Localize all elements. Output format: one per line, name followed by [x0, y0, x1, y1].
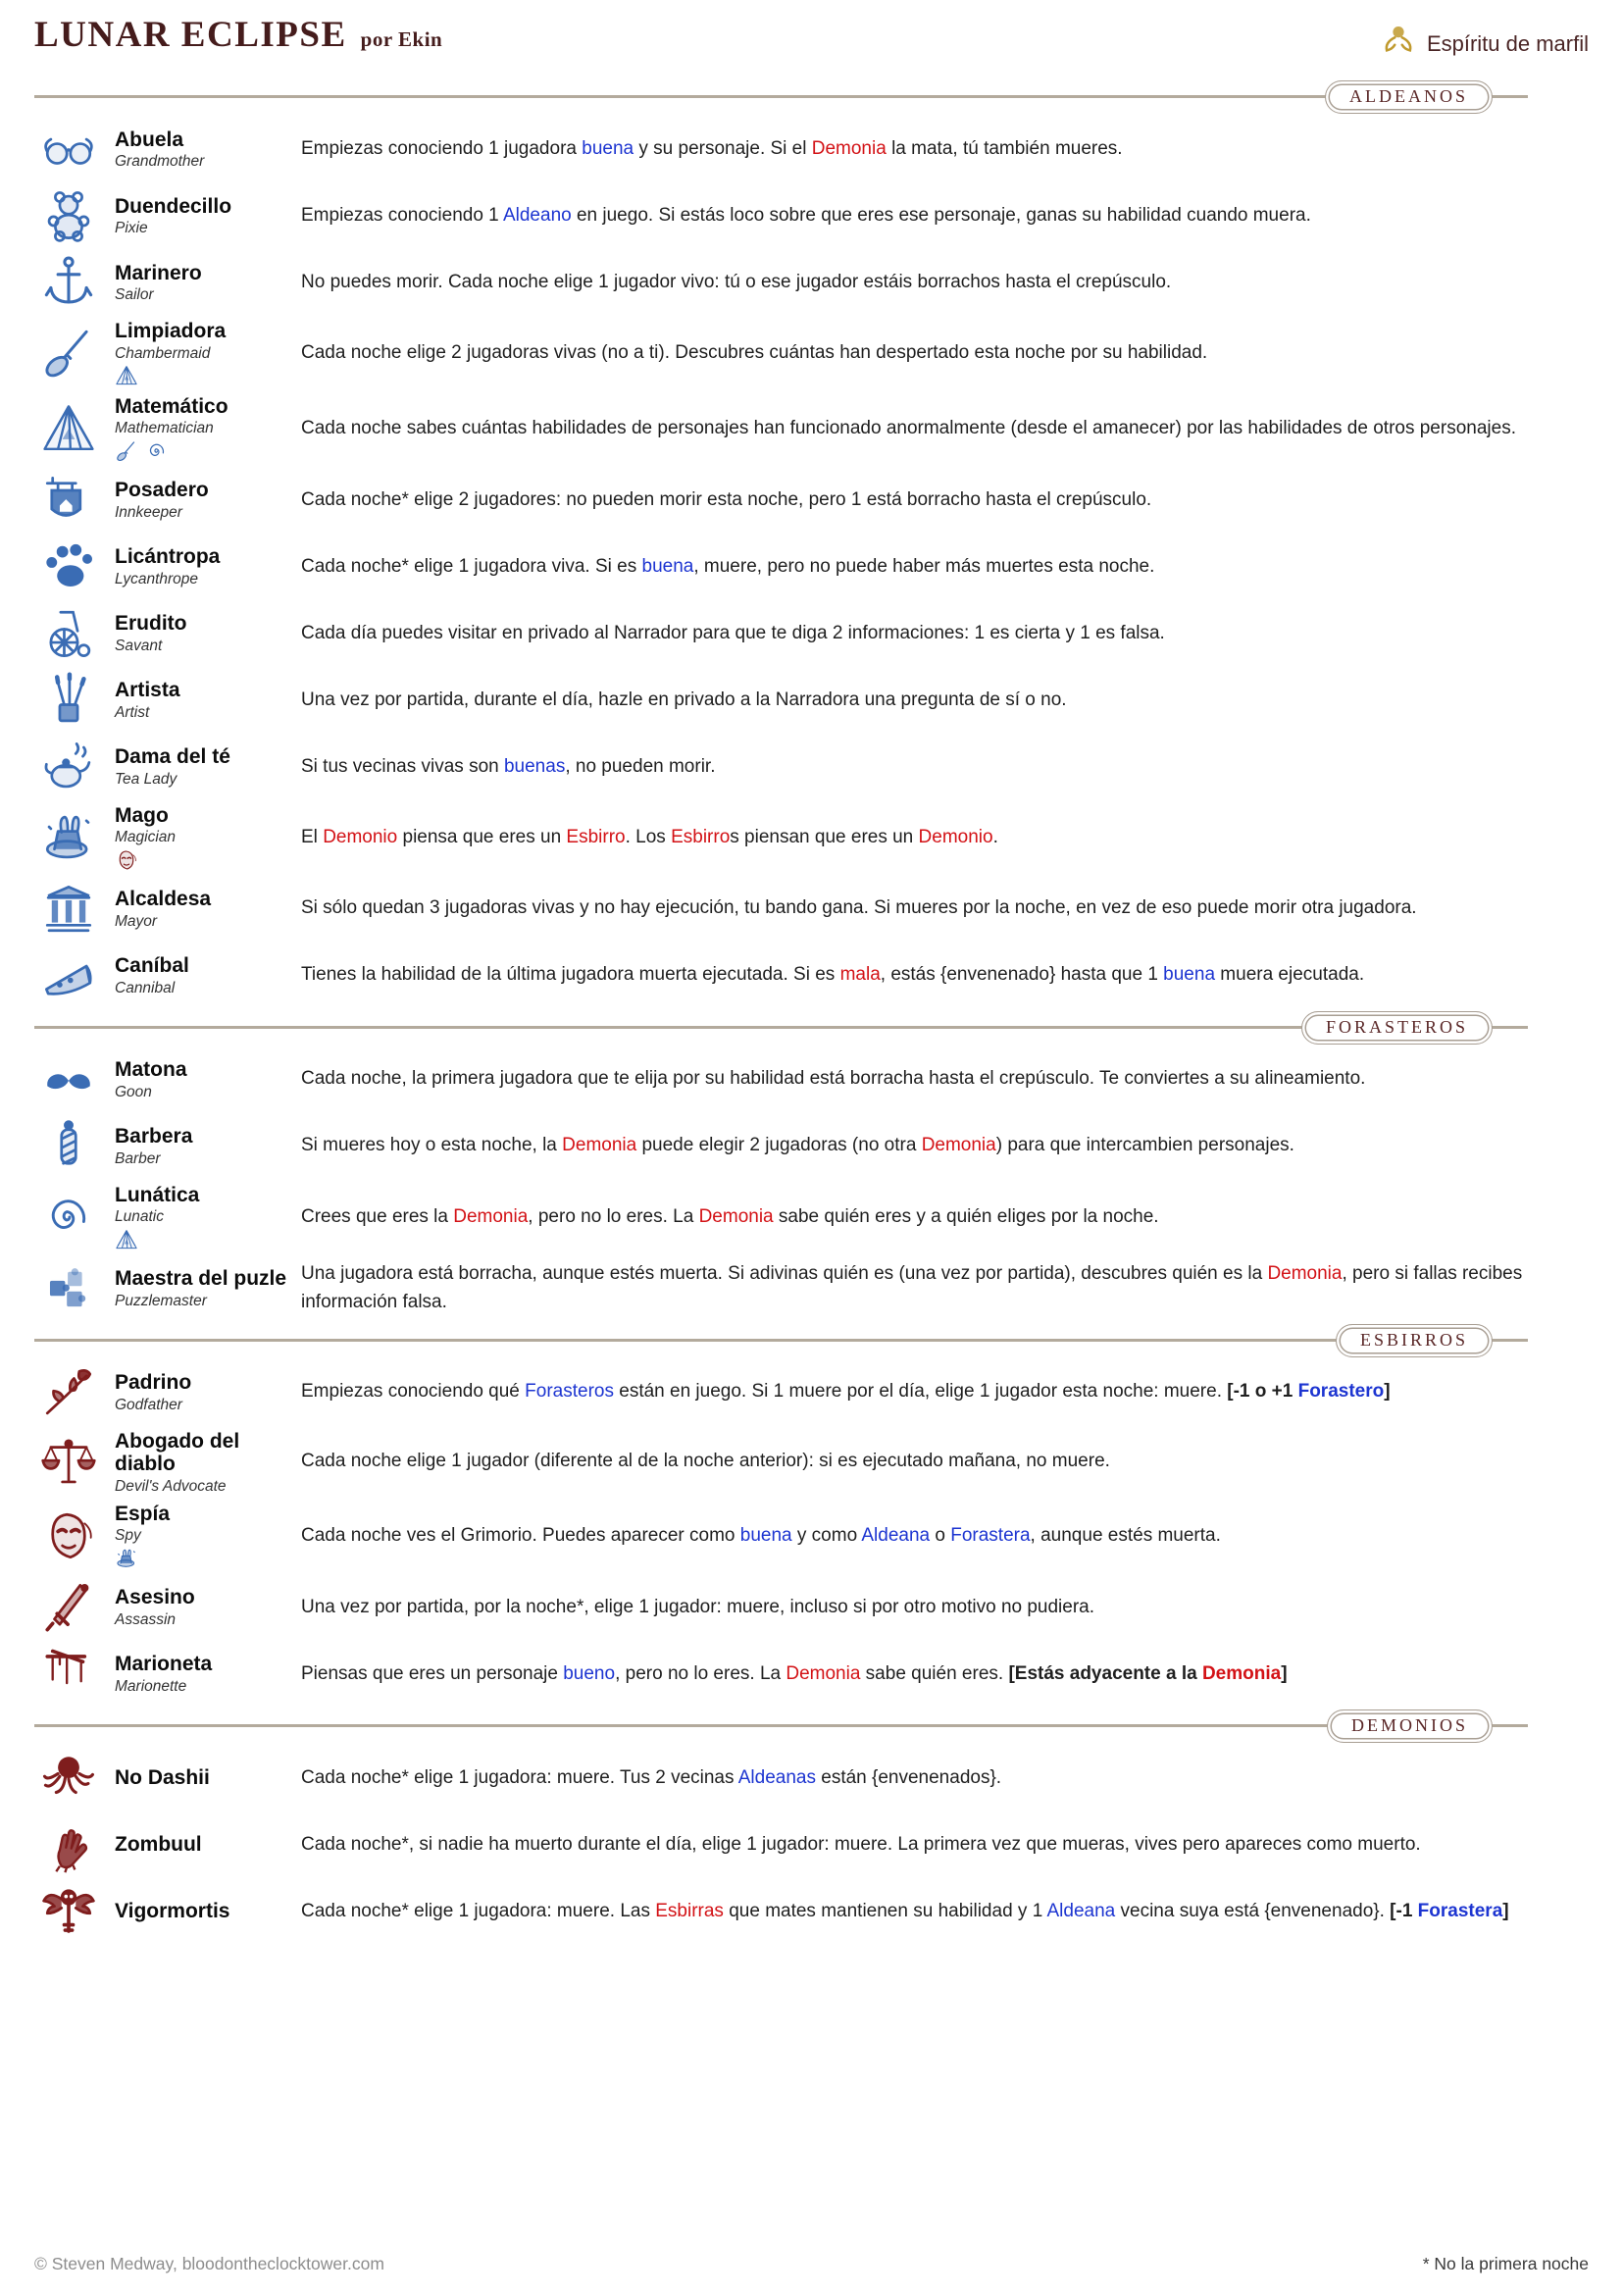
- character-row: [34, 116, 1589, 182]
- ability-segment: Demonia: [786, 1662, 861, 1684]
- character-name-block: [115, 395, 289, 463]
- ability-text: [301, 1831, 1589, 1860]
- ability-segment: Demonia: [1267, 1263, 1343, 1284]
- character-english-name: Lunatic: [115, 1208, 164, 1226]
- ability-segment: Una vez por partida, durante el día, hazle en privado a la Narradora una pregunta de sí o no.: [301, 689, 1067, 710]
- ability-segment: Esbirro: [566, 826, 626, 847]
- ability-segment: buena: [1163, 964, 1216, 986]
- ability-segment: Cada noche* elige 1 jugadora viva. Si es: [301, 555, 642, 577]
- character-english-name: Goon: [115, 1083, 152, 1100]
- ability-text: [301, 961, 1589, 990]
- ability-segment: Aldeanas: [737, 1766, 816, 1788]
- character-row: [34, 534, 1589, 600]
- duster-icon: [34, 325, 103, 382]
- character-english-name: Barber: [115, 1149, 161, 1167]
- jinx-icons: [115, 364, 289, 387]
- ability-segment: Si mueres hoy o esta noche, la: [301, 1135, 563, 1156]
- ability-segment: mala: [839, 964, 881, 986]
- character-english-name: Devil's Advocate: [115, 1477, 227, 1495]
- character-english-name: Innkeeper: [115, 503, 182, 521]
- character-english-name: Godfather: [115, 1396, 182, 1413]
- character-name-block: [115, 1586, 289, 1628]
- ability-text: [301, 415, 1589, 443]
- ability-segment: , no pueden morir.: [565, 755, 716, 777]
- character-row: [34, 600, 1589, 667]
- section-divider: [34, 1322, 1589, 1359]
- section-badge: ALDEANOS: [1325, 80, 1493, 114]
- ability-segment: Demonio: [323, 826, 398, 847]
- character-english-name: Assassin: [115, 1610, 177, 1628]
- ability-segment: Aldeana: [1046, 1900, 1116, 1921]
- ability-segment: en juego. Si estás loco sobre que eres ese personaje, ganas su habilidad cuando muera.: [571, 204, 1311, 226]
- ability-segment: [-1: [1390, 1900, 1418, 1921]
- character-english-name: Mathematician: [115, 420, 214, 437]
- triangle-icon: [115, 364, 138, 387]
- ability-segment: Forastera: [950, 1525, 1031, 1547]
- ability-segment: , estás {envenenado} hasta que 1: [880, 964, 1164, 986]
- character-row: [34, 249, 1589, 316]
- ability-segment: Cada día puedes visitar en privado al Narrador para que te diga 2 informaciones: 1 es cierta y 1 es falsa.: [301, 622, 1165, 643]
- ability-segment: No puedes morir. Cada noche elige 1 jugador vivo: tú o ese jugador estáis borrachos hasta el crepúsculo.: [301, 271, 1172, 292]
- character-name: Lunática: [115, 1183, 200, 1206]
- ability-segment: sabe quién eres y a quién eliges por la noche.: [773, 1205, 1159, 1227]
- section-rule: [34, 1724, 1528, 1727]
- ability-text: [301, 1448, 1589, 1476]
- jinx-icons: [115, 1228, 289, 1251]
- ability-segment: , aunque estés muerta.: [1030, 1525, 1221, 1547]
- character-name-block: [115, 612, 289, 654]
- ability-segment: Cada noche ves el Grimorio. Puedes aparecer como: [301, 1525, 740, 1547]
- ability-segment: buenas: [503, 755, 566, 777]
- character-row: [34, 1426, 1589, 1499]
- character-name: Dama del té: [115, 745, 230, 769]
- character-name: Erudito: [115, 612, 187, 636]
- ability-segment: Demonio: [918, 826, 993, 847]
- character-english-name: Spy: [115, 1527, 141, 1545]
- ability-text: [301, 553, 1589, 582]
- character-english-name: Savant: [115, 637, 163, 654]
- ability-segment: Forastera: [1417, 1900, 1503, 1921]
- ability-segment: Cada noche*, si nadie ha muerto durante el día, elige 1 jugador: muere. La primera vez que mueras, vives pero apareces como muerto.: [301, 1833, 1421, 1855]
- character-name-block: [115, 1766, 289, 1790]
- character-row: [34, 1113, 1589, 1180]
- character-name: Duendecillo: [115, 194, 232, 218]
- ability-text: [301, 202, 1589, 230]
- first-night-note: * No la primera noche: [1422, 2254, 1589, 2273]
- jinx-icons: [115, 1547, 289, 1570]
- edition-name: Espíritu de marfil: [1426, 30, 1589, 56]
- winged-skull-icon: [34, 1883, 103, 1940]
- character-name: Espía: [115, 1502, 171, 1525]
- character-name: Abuela: [115, 128, 184, 151]
- ability-text: [301, 1594, 1589, 1622]
- copyright-text: © Steven Medway, bloodontheclocktower.com: [34, 2254, 384, 2273]
- character-name-block: [115, 320, 289, 387]
- ability-segment: Cada noche elige 2 jugadoras vivas (no a ti). Descubres cuántas han despertado esta noche por su habilidad.: [301, 342, 1208, 364]
- character-name-block: [115, 1503, 289, 1570]
- spiral-icon: [34, 1189, 103, 1246]
- character-name: Licántropa: [115, 545, 221, 569]
- ability-segment: Esbirras: [655, 1900, 724, 1921]
- character-name: Marinero: [115, 261, 202, 284]
- ability-text: [301, 1203, 1589, 1232]
- ability-segment: Forastero: [1297, 1381, 1385, 1403]
- ability-text: [301, 1378, 1589, 1406]
- ability-segment: Esbirro: [671, 826, 731, 847]
- ability-text: [301, 1065, 1589, 1094]
- magic-hat-icon: [115, 1547, 138, 1570]
- author-byline: por Ekin: [360, 27, 443, 51]
- barber-pole-icon: [34, 1118, 103, 1175]
- character-name-block: [115, 954, 289, 996]
- character-row: [34, 943, 1589, 1009]
- character-english-name: Sailor: [115, 286, 154, 304]
- ability-segment: y su personaje. Si el: [634, 137, 812, 159]
- ability-segment: Una jugadora está borracha, aunque estés muerta. Si adivinas quién es (una vez por partida), descubres quién es la: [301, 1263, 1268, 1284]
- brushes-icon: [34, 672, 103, 729]
- character-name-block: [115, 1125, 289, 1167]
- character-row: [34, 391, 1589, 467]
- section-badge: FORASTEROS: [1301, 1011, 1493, 1045]
- pie-icon: [34, 947, 103, 1004]
- ability-segment: sabe quién eres.: [860, 1662, 1009, 1684]
- zombie-hand-icon: [34, 1816, 103, 1873]
- ability-segment: Demonia: [562, 1135, 637, 1156]
- character-name-block: [115, 1900, 289, 1923]
- ability-text: [301, 687, 1589, 715]
- character-name: Caníbal: [115, 954, 189, 978]
- section-badge: ESBIRROS: [1336, 1324, 1493, 1357]
- ability-segment: Demonia: [698, 1205, 774, 1227]
- ability-segment: ]: [1281, 1662, 1288, 1684]
- character-name: Artista: [115, 679, 180, 702]
- ability-segment: Empiezas conociendo qué: [301, 1381, 526, 1403]
- character-name: Matona: [115, 1058, 187, 1082]
- character-name: Barbera: [115, 1125, 193, 1148]
- ability-text: [301, 486, 1589, 515]
- character-row: [34, 467, 1589, 534]
- ability-segment: . Los: [625, 826, 672, 847]
- character-name-block: [115, 1430, 289, 1495]
- character-name: Posadero: [115, 479, 209, 502]
- spiral-icon: [145, 439, 169, 463]
- ability-segment: la mata, tú también mueres.: [886, 137, 1123, 159]
- character-list: [34, 78, 1589, 1945]
- character-row: [34, 1878, 1589, 1945]
- puzzle-icon: [34, 1260, 103, 1317]
- ability-segment: vecina suya está {envenenado}.: [1115, 1900, 1391, 1921]
- teapot-icon: [34, 739, 103, 795]
- ability-segment: Cada noche* elige 1 jugadora: muere. Tus 2 vecinas: [301, 1766, 738, 1788]
- ability-segment: puede elegir 2 jugadoras (no otra: [636, 1135, 922, 1156]
- ability-segment: y como: [791, 1525, 862, 1547]
- character-name: Asesino: [115, 1586, 195, 1609]
- ability-segment: ]: [1384, 1381, 1391, 1403]
- ability-segment: Una vez por partida, por la noche*, elige 1 jugador: muere, incluso si por otro motivo no pudiera.: [301, 1596, 1095, 1617]
- character-name-block: [115, 479, 289, 521]
- character-name-block: [115, 195, 289, 237]
- ability-segment: El: [301, 826, 324, 847]
- anchor-icon: [34, 254, 103, 311]
- ability-segment: bueno: [563, 1662, 616, 1684]
- character-row: [34, 876, 1589, 943]
- character-name: Vigormortis: [115, 1900, 230, 1922]
- ability-text: [301, 824, 1589, 852]
- ability-segment: ]: [1502, 1900, 1509, 1921]
- page-title: LUNAR ECLIPSE: [34, 15, 347, 55]
- ability-text: [301, 753, 1589, 782]
- wheelchair-icon: [34, 605, 103, 662]
- ability-segment: Demonia: [453, 1205, 529, 1227]
- ability-segment: buena: [582, 137, 634, 159]
- ability-segment: , pero no lo eres. La: [528, 1205, 699, 1227]
- character-english-name: Mayor: [115, 912, 158, 930]
- title-block: [34, 14, 442, 56]
- character-english-name: Chambermaid: [115, 344, 211, 362]
- ability-segment: buena: [739, 1525, 792, 1547]
- triangle-icon: [34, 400, 103, 457]
- ability-segment: Crees que eres la: [301, 1205, 454, 1227]
- mask-icon: [115, 848, 138, 872]
- ability-segment: [-1 o +1: [1227, 1381, 1298, 1403]
- character-row: [34, 1046, 1589, 1113]
- ability-segment: Piensas que eres un personaje: [301, 1662, 564, 1684]
- marionette-icon: [34, 1646, 103, 1703]
- character-name-block: [115, 888, 289, 930]
- ability-segment: , pero si fallas recibes información falsa.: [301, 1263, 1523, 1312]
- columns-icon: [34, 881, 103, 938]
- character-name: Limpiadora: [115, 320, 227, 342]
- character-name-block: [115, 804, 289, 872]
- ability-segment: Forasteros: [525, 1381, 614, 1403]
- ability-segment: Si tus vecinas vivas son: [301, 755, 504, 777]
- ability-segment: están {envenenados}.: [815, 1766, 1002, 1788]
- ability-segment: , muere, pero no puede haber más muertes esta noche.: [693, 555, 1155, 577]
- ability-text: [301, 620, 1589, 648]
- magic-hat-icon: [34, 809, 103, 866]
- section-rule: [34, 1339, 1528, 1342]
- edition-block: [1379, 22, 1589, 66]
- character-name-block: [115, 1184, 289, 1251]
- ability-segment: , pero no lo eres. La: [615, 1662, 786, 1684]
- ability-text: [301, 1260, 1589, 1316]
- character-english-name: Artist: [115, 703, 150, 721]
- character-name-block: [115, 1267, 289, 1309]
- character-row: [34, 1745, 1589, 1811]
- character-row: [34, 1255, 1589, 1322]
- character-english-name: Lycanthrope: [115, 570, 199, 587]
- ability-segment: [Estás adyacente a la: [1008, 1662, 1202, 1684]
- octopus-icon: [34, 1750, 103, 1807]
- ability-segment: están en juego. Si 1 muere por el día, elige 1 jugador esta noche: muere.: [613, 1381, 1228, 1403]
- rose-icon: [34, 1364, 103, 1421]
- character-name-block: [115, 128, 289, 171]
- ability-segment: Cada noche* elige 1 jugadora: muere. Las: [301, 1900, 656, 1921]
- character-name: Zombuul: [115, 1833, 202, 1856]
- ability-segment: s piensan que eres un: [730, 826, 919, 847]
- jinx-icons: [115, 439, 289, 463]
- character-name: No Dashii: [115, 1766, 210, 1789]
- character-row: [34, 1180, 1589, 1255]
- character-english-name: Pixie: [115, 220, 148, 237]
- character-english-name: Magician: [115, 829, 177, 846]
- section-badge: DEMONIOS: [1327, 1709, 1493, 1743]
- ability-text: [301, 339, 1589, 368]
- ability-text: [301, 135, 1589, 164]
- teddy-bear-icon: [34, 187, 103, 244]
- innkeeper-sign-icon: [34, 472, 103, 529]
- character-row: [34, 667, 1589, 734]
- ability-segment: Si sólo quedan 3 jugadoras vivas y no hay ejecución, tu bando gana. Si mueres por la noche, en vez de eso puede morir otra jugadora.: [301, 897, 1417, 919]
- character-name-block: [115, 745, 289, 788]
- section-divider: [34, 1708, 1589, 1745]
- character-row: [34, 734, 1589, 800]
- ability-text: [301, 1660, 1589, 1689]
- character-name-block: [115, 679, 289, 721]
- ability-segment: que mates mantienen su habilidad y 1: [723, 1900, 1047, 1921]
- section-divider: [34, 78, 1589, 116]
- character-name: Maestra del puzle: [115, 1267, 287, 1291]
- character-name-block: [115, 1058, 289, 1100]
- ability-text: [301, 1522, 1589, 1551]
- triangle-icon: [115, 1228, 138, 1251]
- ability-segment: Empiezas conociendo 1: [301, 204, 503, 226]
- character-name: Alcaldesa: [115, 888, 212, 911]
- character-row: [34, 316, 1589, 391]
- ability-text: [301, 1132, 1589, 1160]
- character-row: [34, 800, 1589, 876]
- character-english-name: Cannibal: [115, 979, 176, 996]
- ability-segment: Cada noche* elige 2 jugadores: no pueden morir esta noche, pero 1 está borracho hasta el crepúsculo.: [301, 488, 1152, 510]
- ability-text: [301, 269, 1589, 297]
- header: [34, 14, 1589, 78]
- paw-icon: [34, 538, 103, 595]
- ability-segment: Cada noche, la primera jugadora que te elija por su habilidad está borracha hasta el crepúsculo. Te conviertes a su alineamiento.: [301, 1068, 1366, 1090]
- character-name-block: [115, 262, 289, 304]
- character-name-block: [115, 545, 289, 587]
- ability-segment: Aldeana: [861, 1525, 931, 1547]
- scales-icon: [34, 1434, 103, 1491]
- character-row: [34, 1641, 1589, 1708]
- character-english-name: Grandmother: [115, 153, 205, 171]
- ability-segment: .: [992, 826, 998, 847]
- dagger-icon: [34, 1579, 103, 1636]
- ability-segment: Cada noche sabes cuántas habilidades de personajes han funcionado anormalmente (desde el amanecer) por las habilidades de otros personajes.: [301, 418, 1516, 439]
- character-row: [34, 182, 1589, 249]
- character-row: [34, 1811, 1589, 1878]
- character-row: [34, 1499, 1589, 1574]
- character-english-name: Tea Lady: [115, 770, 178, 788]
- ability-text: [301, 1764, 1589, 1793]
- character-row: [34, 1574, 1589, 1641]
- ability-segment: piensa que eres un: [397, 826, 567, 847]
- ability-segment: Demonia: [811, 137, 887, 159]
- character-name-block: [115, 1833, 289, 1857]
- character-name: Padrino: [115, 1371, 192, 1395]
- footer: [34, 2248, 1589, 2284]
- ivory-spirit-icon: [1379, 22, 1418, 66]
- ability-segment: ) para que intercambien personajes.: [995, 1135, 1294, 1156]
- ability-segment: muera ejecutada.: [1215, 964, 1365, 986]
- ability-text: [301, 1898, 1589, 1926]
- ability-segment: Aldeano: [502, 204, 572, 226]
- character-name: Abogado del diablo: [115, 1429, 240, 1476]
- ability-text: [301, 894, 1589, 923]
- mask-icon: [34, 1507, 103, 1564]
- ability-segment: Cada noche elige 1 jugador (diferente al de la noche anterior): si es ejecutado mañana, no muere.: [301, 1451, 1110, 1472]
- ability-segment: Tienes la habilidad de la última jugadora muerta ejecutada. Si es: [301, 964, 840, 986]
- duster-icon: [115, 439, 138, 463]
- ability-segment: buena: [641, 555, 694, 577]
- character-name-block: [115, 1371, 289, 1413]
- jinx-icons: [115, 848, 289, 872]
- ability-segment: Demonia: [921, 1135, 996, 1156]
- character-name: Marioneta: [115, 1653, 213, 1676]
- character-english-name: Puzzlemaster: [115, 1292, 207, 1309]
- character-name: Matemático: [115, 394, 228, 418]
- glasses-icon: [34, 121, 103, 178]
- section-divider: [34, 1009, 1589, 1046]
- character-name: Mago: [115, 803, 169, 827]
- character-row: [34, 1359, 1589, 1426]
- ability-segment: Empiezas conociendo 1 jugadora: [301, 137, 583, 159]
- ability-segment: Demonia: [1201, 1662, 1282, 1684]
- mustache-icon: [34, 1051, 103, 1108]
- ability-segment: o: [930, 1525, 951, 1547]
- character-name-block: [115, 1653, 289, 1695]
- section-rule: [34, 95, 1528, 98]
- character-english-name: Marionette: [115, 1677, 187, 1695]
